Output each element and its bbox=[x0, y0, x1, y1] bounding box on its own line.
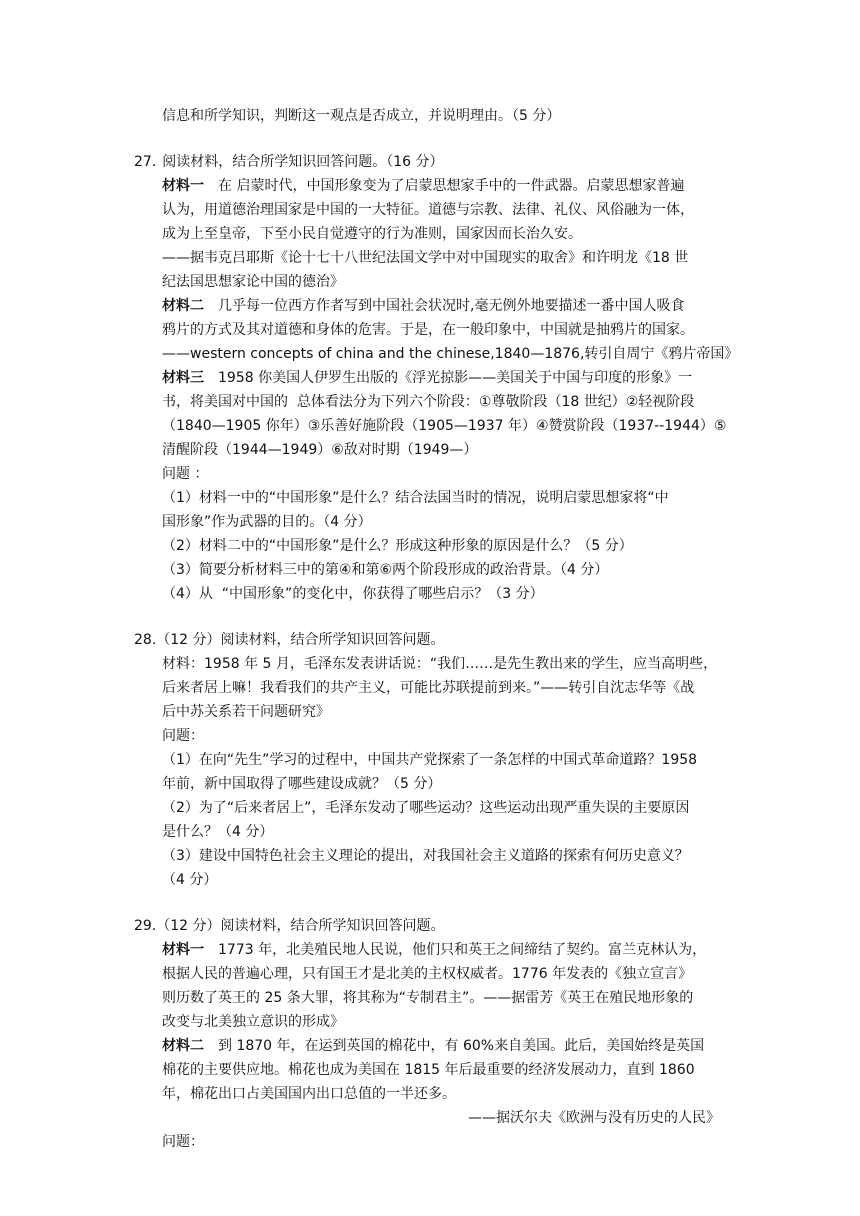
material-text: 1958 你美国人伊罗生出版的《浮光掠影——美国关于中国与印度的形象》一 bbox=[218, 370, 693, 386]
question-29-heading bbox=[134, 916, 445, 936]
question-prompt: （12 分）阅读材料，结合所学知识回答问题。 bbox=[156, 918, 445, 934]
material-text: 认为，用道德治理国家是中国的一大特征。道德与宗教、法律、礼仪、风俗融为一体， bbox=[162, 202, 694, 218]
questions-label: 问题 ： bbox=[162, 466, 209, 482]
questions-label: 问题： bbox=[162, 1134, 204, 1150]
material-label: 材料三 bbox=[162, 370, 204, 386]
question-27-heading bbox=[134, 152, 444, 172]
material-text: 1773 年，北美殖民地人民说，他们只和英王之间缔结了契约。富兰克林认为， bbox=[218, 942, 707, 958]
questions-label: 问题： bbox=[162, 728, 204, 744]
material-text: 成为上至皇帝，下至小民自觉遵守的行为准则，国家因而长治久安。 bbox=[162, 226, 582, 242]
sub-question: （1）材料一中的“中国形象”是什么？结合法国当时的情况，说明启蒙思想家将“中 bbox=[162, 490, 669, 506]
intro-line: 信息和所学知识，判断这一观点是否成立，并说明理由。（5 分） bbox=[162, 108, 561, 124]
material-text: 几乎每一位西方作者写到中国社会状况时,毫无例外地要描述一番中国人吸食 bbox=[218, 298, 685, 314]
sub-question: （2）为了“后来者居上”，毛泽东发动了哪些运动？这些运动出现严重失误的主要原因 bbox=[162, 800, 690, 816]
material-source: 纪法国思想家论中国的德治》 bbox=[162, 274, 344, 290]
sub-question: 年前，新中国取得了哪些建设成就？（5 分） bbox=[162, 776, 442, 792]
sub-question: 是什么？（4 分） bbox=[162, 824, 274, 840]
material-text: 则历数了英王的 25 条大罪，将其称为“专制君主”。——据雷芳《英王在殖民地形象的 bbox=[162, 990, 694, 1006]
material-text: 棉花的主要供应地。棉花也成为美国在 1815 年后最重要的经济发展动力，直到 1860 bbox=[162, 1062, 695, 1078]
material-text: 后来者居上嘛！我看我们的共产主义，可能比苏联提前到来。”——转引自沈志华等《战 bbox=[162, 680, 695, 696]
material-2-line bbox=[162, 296, 684, 316]
material-source: ——据沃尔夫《欧洲与没有历史的人民》 bbox=[468, 1110, 720, 1126]
question-number: 27. bbox=[134, 154, 157, 170]
material-source: ——western concepts of china and the chinese,1840—1876,转引自周宁《鸦片帝国》 bbox=[162, 346, 739, 362]
material-source: ——据韦克吕耶斯《论十七十八世纪法国文学中对中国现实的取舍》和许明龙《18 世 bbox=[162, 250, 689, 266]
material-text: 年，棉花出口占美国国内出口总值的一半还多。 bbox=[162, 1086, 456, 1102]
sub-question: （4）从 “中国形象”的变化中，你获得了哪些启示？（3 分） bbox=[162, 586, 544, 602]
question-28-heading bbox=[134, 630, 445, 650]
material-text: 清醒阶段（1944—1949）⑥敌对时期（1949—） bbox=[162, 442, 478, 458]
sub-question: 国形象”作为武器的目的。（4 分） bbox=[162, 514, 372, 530]
sub-question: （1）在向“先生”学习的过程中，中国共产党探索了一条怎样的中国式革命道路？1958 bbox=[162, 752, 698, 768]
material-text: 根据人民的普遍心理，只有国王才是北美的主权权威者。1776 年发表的《独立宣言》 bbox=[162, 966, 693, 982]
material-label: 材料一 bbox=[162, 178, 204, 194]
material-text: 书，将美国对中国的 总体看法分为下列六个阶段：①尊敬阶段（18 世纪）②轻视阶段 bbox=[162, 394, 695, 410]
material-text: 鸦片的方式及其对道德和身体的危害。于是，在一般印象中，中国就是抽鸦片的国家。 bbox=[162, 322, 694, 338]
material-text: （1840—1905 你年）③乐善好施阶段（1905—1937 年）④赞赏阶段（1937--1944）⑤ bbox=[162, 418, 727, 434]
sub-question: （2）材料二中的“中国形象”是什么？形成这种形象的原因是什么？（5 分） bbox=[162, 538, 633, 554]
material-text: 改变与北美独立意识的形成》 bbox=[162, 1014, 344, 1030]
material-1-line bbox=[162, 940, 706, 960]
material-text: 到 1870 年，在运到英国的棉花中，有 60%来自美国。此后，美国始终是英国 bbox=[218, 1038, 705, 1054]
material-label: 材料二 bbox=[162, 1038, 204, 1054]
material-2-line bbox=[162, 1036, 704, 1056]
material-label: 材料一 bbox=[162, 942, 204, 958]
material-text: 在 启蒙时代，中国形象变为了启蒙思想家手中的一件武器。启蒙思想家普遍 bbox=[218, 178, 685, 194]
question-number: 29. bbox=[134, 918, 157, 934]
question-prompt: （12 分）阅读材料，结合所学知识回答问题。 bbox=[156, 632, 445, 648]
material-1-line bbox=[162, 176, 684, 196]
material-3-line bbox=[162, 368, 692, 388]
material-label: 材料二 bbox=[162, 298, 204, 314]
material-text: 材料：1958 年 5 月，毛泽东发表讲话说：“我们……是先生教出来的学生，应当高明些， bbox=[162, 656, 718, 672]
sub-question: （4 分） bbox=[162, 872, 218, 888]
sub-question: （3）简要分析材料三中的第④和第⑥两个阶段形成的政治背景。（4 分） bbox=[162, 562, 609, 578]
question-prompt: 阅读材料，结合所学知识回答问题。（16 分） bbox=[162, 154, 444, 170]
question-number: 28. bbox=[134, 632, 157, 648]
material-text: 后中苏关系若干问题研究》 bbox=[162, 704, 330, 720]
sub-question: （3）建设中国特色社会主义理论的提出，对我国社会主义道路的探索有何历史意义？ bbox=[162, 848, 689, 864]
